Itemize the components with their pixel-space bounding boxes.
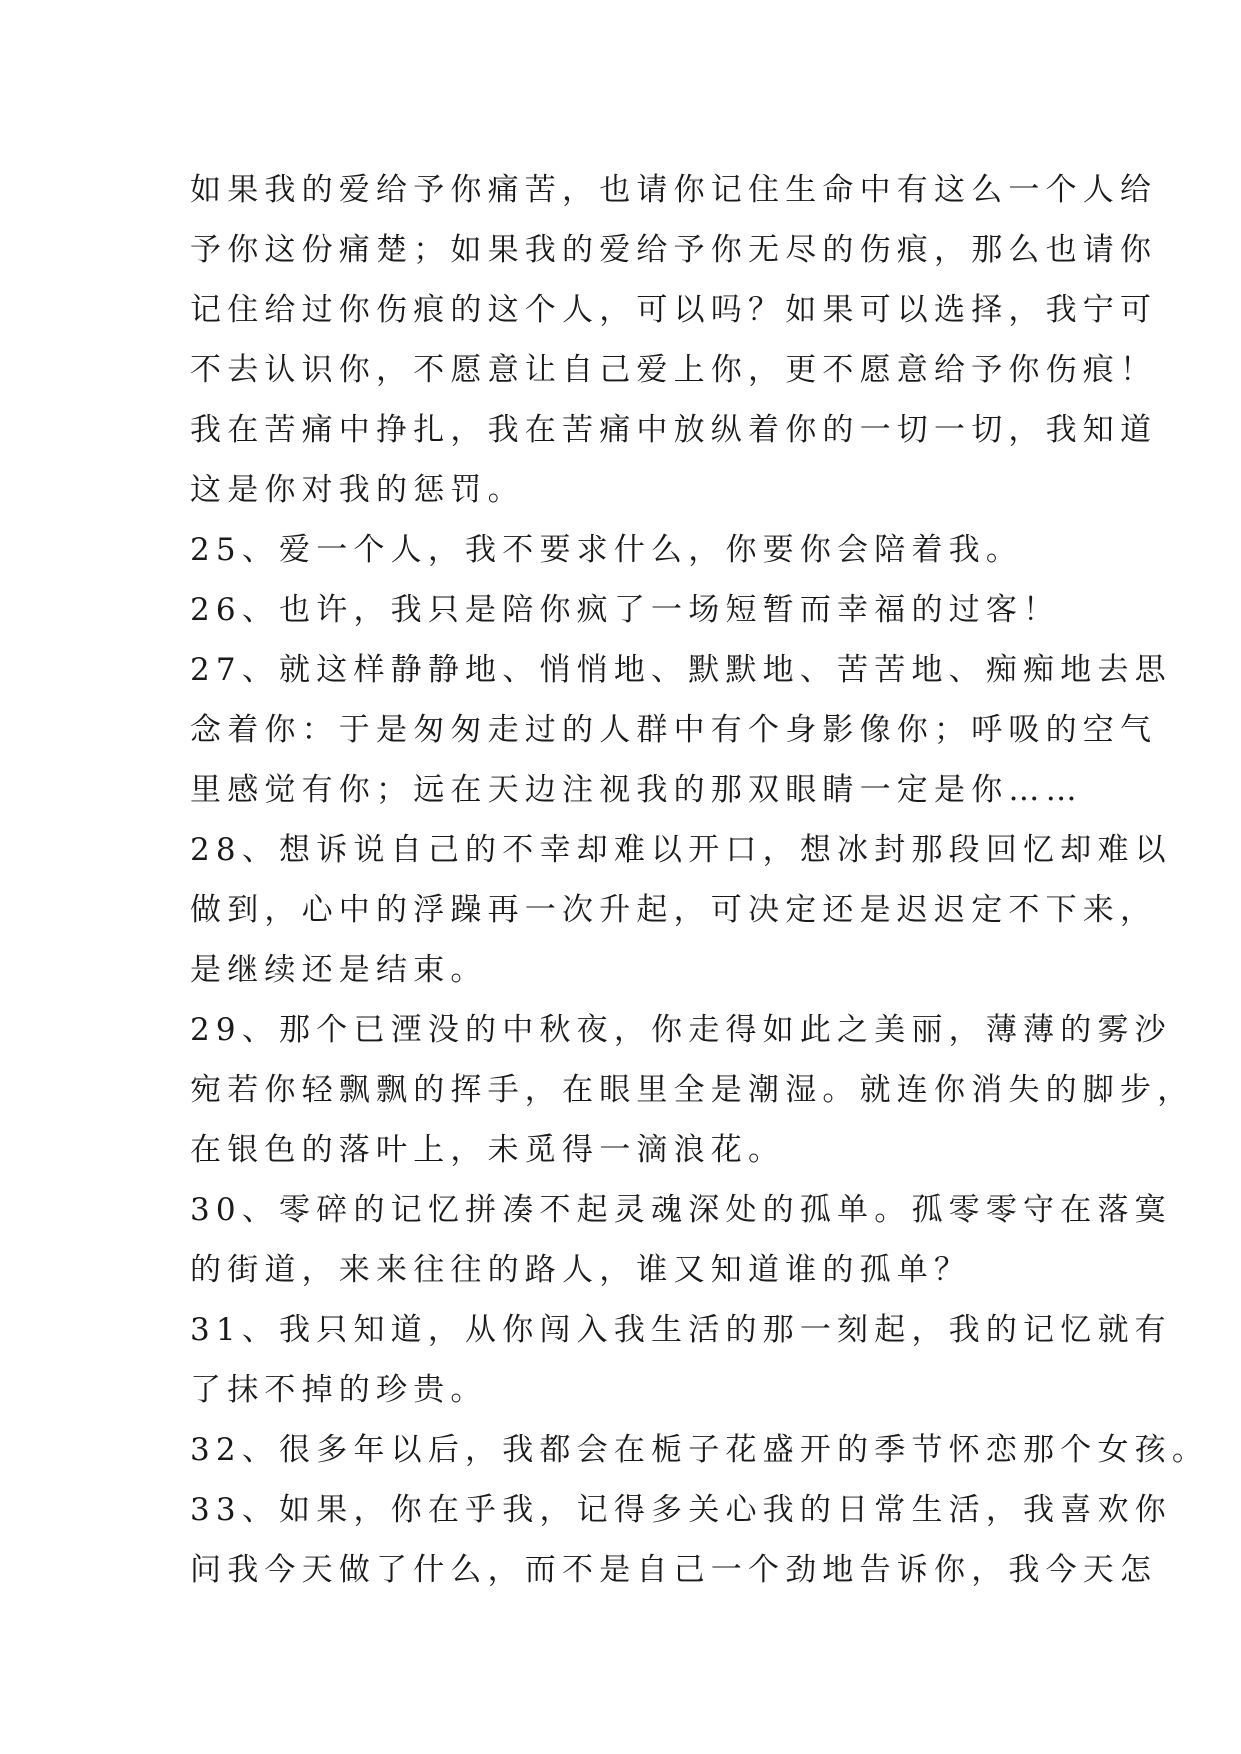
text-line: 是继续还是结束。 bbox=[190, 952, 488, 988]
text-line: 31、我只知道，从你闯入我生活的那一刻起，我的记忆就有 bbox=[190, 1312, 1172, 1348]
text-line: 29、那个已湮没的中秋夜，你走得如此之美丽，薄薄的雾沙 bbox=[190, 1012, 1172, 1048]
text-line: 28、想诉说自己的不幸却难以开口，想冰封那段回忆却难以 bbox=[190, 832, 1172, 868]
text-line: 做到，心中的浮躁再一次升起，可决定还是迟迟定不下来， bbox=[190, 892, 1158, 928]
text-line: 30、零碎的记忆拼凑不起灵魂深处的孤单。孤零零守在落寞 bbox=[190, 1192, 1172, 1228]
text-line: 宛若你轻飘飘的挥手，在眼里全是潮湿。就连你消失的脚步， bbox=[190, 1072, 1195, 1108]
text-line: 问我今天做了什么，而不是自己一个劲地告诉你，我今天怎 bbox=[190, 1552, 1158, 1588]
text-line: 33、如果，你在乎我，记得多关心我的日常生活，我喜欢你 bbox=[190, 1492, 1172, 1528]
text-line: 27、就这样静静地、悄悄地、默默地、苦苦地、痴痴地去思 bbox=[190, 652, 1172, 688]
text-line: 我在苦痛中挣扎，我在苦痛中放纵着你的一切一切，我知道 bbox=[190, 412, 1158, 448]
document-body bbox=[190, 160, 1210, 1600]
text-line: 25、爱一个人，我不要求什么，你要你会陪着我。 bbox=[190, 532, 1024, 568]
text-line: 如果我的爱给予你痛苦，也请你记住生命中有这么一个人给 bbox=[190, 172, 1158, 208]
text-line: 了抹不掉的珍贵。 bbox=[190, 1372, 488, 1408]
text-line: 记住给过你伤痕的这个人，可以吗？如果可以选择，我宁可 bbox=[190, 292, 1158, 328]
text-line: 念着你：于是匆匆走过的人群中有个身影像你；呼吸的空气 bbox=[190, 712, 1158, 748]
text-line: 里感觉有你；远在天边注视我的那双眼睛一定是你…… bbox=[190, 772, 1083, 808]
text-line: 这是你对我的惩罚。 bbox=[190, 472, 525, 508]
text-line: 在银色的落叶上，未觅得一滴浪花。 bbox=[190, 1132, 786, 1168]
text-line: 予你这份痛楚；如果我的爱给予你无尽的伤痕，那么也请你 bbox=[190, 232, 1158, 268]
text-line: 32、很多年以后，我都会在栀子花盛开的季节怀恋那个女孩。 bbox=[190, 1432, 1210, 1468]
text-line: 的街道，来来往往的路人，谁又知道谁的孤单？ bbox=[190, 1252, 972, 1288]
text-line: 26、也许，我只是陪你疯了一场短暂而幸福的过客！ bbox=[190, 592, 1061, 628]
text-line: 不去认识你，不愿意让自己爱上你，更不愿意给予你伤痕！ bbox=[190, 352, 1158, 388]
